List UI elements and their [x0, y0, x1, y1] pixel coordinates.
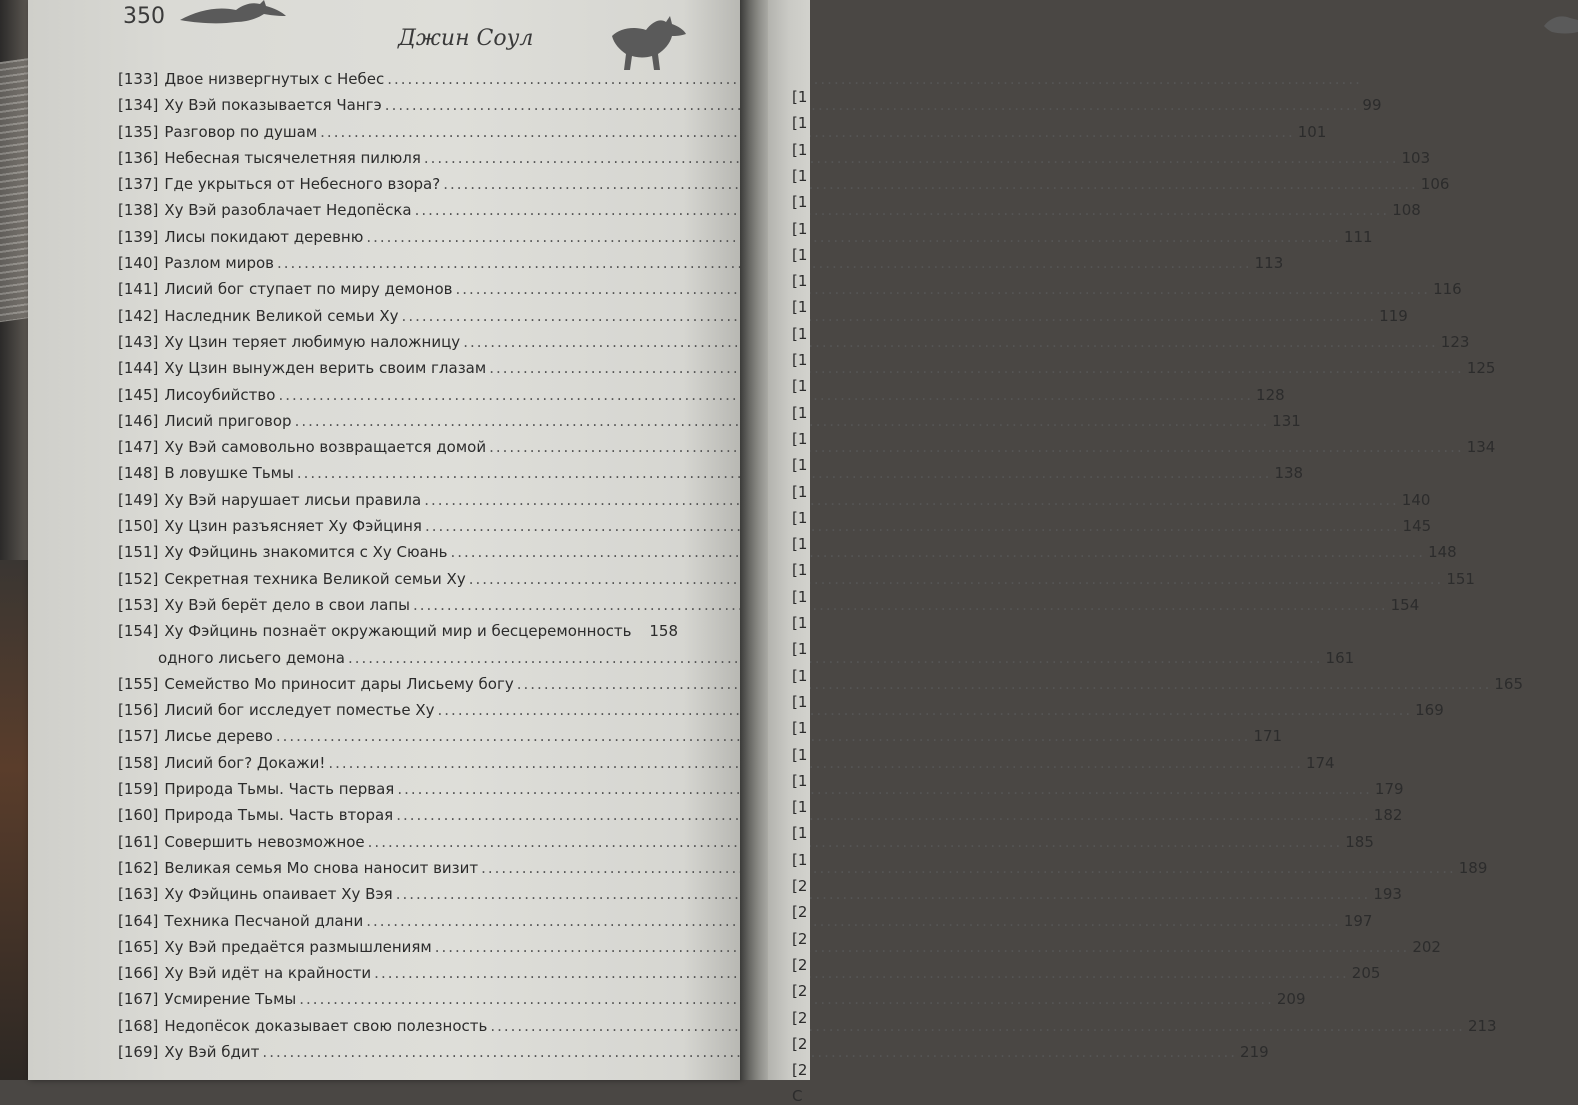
toc-entry-title: Ху Фэйцинь познаёт окружающий мир и бесцеремонность: [164, 622, 632, 641]
toc-entry-title: Лисий приговор: [164, 411, 292, 430]
toc-entry-number: [142]: [118, 306, 159, 325]
toc-leader-dots: [396, 802, 1371, 828]
toc-entry-title: Ху Цзин вынужден верить своим глазам: [164, 359, 487, 378]
toc-entry-number: [156]: [118, 701, 159, 720]
toc-entry-page: 151: [1446, 569, 1475, 588]
toc-entry: [118, 829, 1374, 855]
next-page-fragment: [1: [792, 798, 808, 817]
toc-entry-title: Ху Вэй показывается Чангэ: [164, 96, 382, 115]
toc-entry-title: Природа Тьмы. Часть вторая: [164, 806, 394, 825]
toc-entry-title: Ху Вэй бдит: [164, 1042, 260, 1061]
toc-entry-title: Небесная тысячелетняя пилюля: [164, 148, 421, 167]
toc-entry-page: 169: [1415, 701, 1444, 720]
next-page-fragment: [1: [792, 166, 808, 185]
toc-entry: [118, 513, 1432, 539]
toc-entry-number: [139]: [118, 227, 159, 246]
toc-entry-number: [168]: [118, 1016, 159, 1035]
toc-entry: [118, 908, 1373, 934]
toc-entry: [118, 224, 1373, 250]
toc-entry-number: [163]: [118, 885, 159, 904]
toc-entry: [118, 618, 678, 644]
toc-entry: [118, 986, 1306, 1012]
next-page-fragment: [2: [792, 1034, 808, 1053]
next-page-fragment: [1: [792, 482, 808, 501]
toc-entry: [118, 566, 1475, 592]
toc-entry: [118, 592, 1420, 618]
next-page-fragment: [1: [792, 771, 808, 790]
toc-entry: [118, 145, 1431, 171]
toc-entry-number: [134]: [118, 96, 159, 115]
table-of-contents: [118, 66, 1523, 1065]
fox-ornament-icon: [178, 0, 288, 26]
toc-entry-number: [141]: [118, 280, 159, 299]
toc-entry-page: 193: [1373, 885, 1402, 904]
toc-entry: [118, 92, 1382, 118]
toc-entry-number: [144]: [118, 359, 159, 378]
toc-entry-page: 202: [1412, 937, 1441, 956]
toc-leader-dots: [385, 92, 1360, 118]
toc-leader-dots: [455, 276, 1430, 302]
toc-entry-page: 213: [1467, 1016, 1497, 1035]
toc-leader-dots: [438, 697, 1413, 723]
toc-entry-title: Ху Вэй предаётся размышлениям: [164, 937, 432, 956]
toc-entry-title: Техника Песчаной длани: [164, 911, 364, 930]
next-page-fragment: [1: [792, 850, 808, 869]
toc-entry-page: 145: [1402, 517, 1432, 536]
toc-leader-dots: [463, 329, 1438, 355]
toc-entry-title: Разлом миров: [164, 254, 275, 273]
toc-entry-number: [162]: [118, 858, 159, 877]
toc-entry-title: Ху Фэйцинь опаивает Ху Вэя: [164, 885, 393, 904]
toc-entry: [118, 434, 1496, 460]
toc-entry-number: [151]: [118, 543, 159, 562]
toc-entry-title: Ху Цзин теряет любимую наложницу: [164, 332, 461, 351]
next-page-fragment: [2: [792, 982, 808, 1001]
toc-leader-dots: [374, 960, 1349, 986]
toc-entry-title: Ху Вэй самовольно возвращается домой: [164, 438, 487, 457]
toc-entry: [118, 1039, 1269, 1065]
next-page-fragment: [2: [792, 955, 808, 974]
toc-leader-dots: [348, 645, 1323, 671]
next-page-fragment: [1: [792, 114, 808, 133]
toc-entry-page: 113: [1254, 254, 1284, 273]
toc-entry: [118, 934, 1441, 960]
toc-leader-dots: [368, 829, 1343, 855]
next-page-fragment: [2: [792, 1008, 808, 1027]
toc-entry: [118, 303, 1408, 329]
toc-entry: [118, 723, 1283, 749]
next-page-fragment: [2: [792, 1061, 808, 1080]
toc-entry-title: Лисье дерево: [164, 727, 273, 746]
toc-entry-title: Лисы покидают деревню: [164, 227, 364, 246]
toc-entry-number: [133]: [118, 70, 159, 88]
toc-entry-number: [146]: [118, 411, 159, 430]
background-left-page-edge: [0, 58, 30, 322]
toc-entry: [118, 802, 1403, 828]
next-page-fragment: [1: [792, 456, 808, 475]
toc-entry-page: 140: [1401, 490, 1431, 509]
toc-entry: [118, 776, 1404, 802]
toc-entry-number: [150]: [118, 517, 159, 536]
toc-entry-page: 116: [1433, 280, 1462, 299]
book-page: [28, 0, 1523, 1080]
toc-entry: [118, 276, 1462, 302]
toc-entry-number: [153]: [118, 595, 159, 614]
toc-entry: [118, 855, 1488, 881]
toc-entry-title: Наследник Великой семьи Ху: [164, 306, 399, 325]
toc-entry-page: 119: [1379, 306, 1408, 325]
toc-entry-number: [152]: [118, 569, 159, 588]
next-page-fragment: [2: [792, 929, 808, 948]
toc-entry: [118, 66, 678, 92]
next-page-fragment: [2: [792, 903, 808, 922]
toc-entry-page: 99: [1362, 96, 1382, 115]
next-page-fragment: [1: [792, 587, 808, 606]
toc-entry-title: Ху Цзин разъясняет Ху Фэйциня: [164, 517, 422, 536]
next-page-fragment: [1: [792, 140, 808, 159]
toc-entry: [118, 460, 1304, 486]
toc-entry-title: одного лисьего демона: [158, 648, 345, 667]
toc-entry-page: 165: [1494, 674, 1523, 693]
toc-entry-title: Ху Вэй разоблачает Недопёска: [164, 201, 412, 220]
toc-entry-page: 101: [1297, 122, 1327, 141]
next-page-fragment: [1: [792, 324, 808, 343]
toc-entry-title: Усмирение Тьмы: [164, 990, 297, 1009]
toc-entry-title: Разговор по душам: [164, 122, 318, 141]
toc-entry-page: 171: [1253, 727, 1283, 746]
toc-entry: [118, 1013, 1497, 1039]
toc-entry-page: 174: [1305, 753, 1335, 772]
next-page-fragment: [1: [792, 351, 808, 369]
toc-entry-number: [169]: [118, 1042, 159, 1061]
toc-leader-dots: [489, 434, 1464, 460]
toc-entry: [118, 408, 1301, 434]
toc-entry-title: Ху Вэй нарушает лисьи правила: [164, 490, 422, 509]
toc-entry-title: Недопёсок доказывает свою полезность: [164, 1016, 488, 1035]
toc-entry-title: Природа Тьмы. Часть первая: [164, 780, 395, 799]
running-head: Джин Соул: [398, 26, 534, 51]
toc-entry-number: [157]: [118, 727, 159, 746]
toc-entry-number: [160]: [118, 806, 159, 825]
toc-entry-title: В ловушке Тьмы: [164, 464, 294, 483]
toc-entry-number: [145]: [118, 385, 159, 404]
toc-leader-dots: [489, 355, 1464, 381]
toc-entry-page: 205: [1351, 964, 1381, 983]
toc-leader-dots: [415, 197, 1390, 223]
toc-entry-title: Ху Вэй берёт дело в свои лапы: [164, 595, 410, 614]
toc-entry-page: 123: [1440, 332, 1470, 351]
next-page-fragment: [1: [792, 219, 808, 238]
toc-leader-dots: [366, 908, 1341, 934]
toc-entry-number: [159]: [118, 780, 159, 799]
toc-entry-title: Лисий бог исследует поместье Ху: [164, 701, 435, 720]
toc-entry: [118, 539, 1457, 565]
next-page-fragment: [1: [792, 561, 808, 580]
next-page-fragment: [1: [792, 745, 808, 764]
toc-entry-page: 197: [1343, 911, 1373, 930]
next-page-fragment: [1: [792, 429, 808, 448]
toc-leader-dots: [424, 145, 1399, 171]
next-page-fragment: [1: [792, 666, 808, 685]
toc-entry-title: Ху Вэй идёт на крайности: [164, 964, 372, 983]
toc-entry-number: [167]: [118, 990, 159, 1009]
next-page-fragment: С: [792, 1087, 803, 1105]
toc-entry-number: [161]: [118, 832, 159, 851]
toc-entry-page: 219: [1240, 1042, 1269, 1061]
toc-leader-dots: [517, 671, 1492, 697]
toc-entry-number: [166]: [118, 964, 159, 983]
toc-entry-page: 131: [1272, 411, 1301, 430]
toc-entry-title: Где укрыться от Небесного взора?: [164, 175, 441, 194]
toc-entry-page: 134: [1466, 438, 1496, 457]
toc-entry-page: 125: [1466, 359, 1496, 378]
next-page-fragment: [1: [792, 614, 808, 632]
toc-leader-dots: [425, 513, 1400, 539]
toc-entry: [118, 960, 1381, 986]
toc-entry-number: [143]: [118, 332, 159, 351]
next-page-fragment: [1: [792, 245, 808, 264]
toc-entry-title: Семейство Мо приносит дары Лисьему богу: [164, 674, 514, 693]
next-page-fragment: [2: [792, 877, 808, 895]
toc-entry-number: [154]: [118, 622, 159, 641]
toc-leader-dots: [490, 1013, 1465, 1039]
toc-entry: [118, 119, 1327, 145]
toc-entry-page: 158: [649, 622, 678, 641]
toc-entry: [118, 329, 1470, 355]
toc-entry: [118, 171, 1450, 197]
toc-entry: [118, 750, 1335, 776]
toc-leader-dots: [450, 539, 1425, 565]
toc-entry: [118, 671, 1523, 697]
toc-entry-number: [135]: [118, 122, 159, 141]
toc-entry-page: 189: [1458, 858, 1488, 877]
toc-entry-page: 128: [1256, 385, 1285, 404]
next-page-fragment: [1: [792, 193, 808, 212]
toc-entry-number: [149]: [118, 490, 159, 509]
toc-leader-dots: [424, 487, 1399, 513]
toc-entry-page: 209: [1276, 990, 1306, 1009]
next-page-fragment: [1: [792, 298, 808, 317]
toc-entry-number: [136]: [118, 148, 159, 167]
toc-entry-number: [137]: [118, 175, 159, 194]
toc-leader-dots: [443, 171, 1418, 197]
next-page-fragment: [1: [792, 719, 808, 738]
toc-entry: [118, 197, 1421, 223]
toc-leader-dots: [397, 776, 1372, 802]
toc-entry-page: 154: [1390, 595, 1420, 614]
toc-entry-page: 138: [1274, 464, 1304, 483]
next-page-fragment: [1: [792, 508, 808, 527]
toc-entry-number: [155]: [118, 674, 159, 693]
next-page-fragment: [1: [792, 535, 808, 554]
next-page-fragment: [1: [792, 824, 808, 843]
toc-entry-page: 103: [1401, 148, 1431, 167]
toc-entry-title: Лисоубийство: [164, 385, 276, 404]
book-gutter: [740, 0, 768, 1080]
fox-ornament-icon: [608, 14, 688, 72]
toc-leader-dots: [396, 881, 1371, 907]
toc-entry-page: 108: [1392, 201, 1421, 220]
toc-entry-title: Лисий бог? Докажи!: [164, 753, 326, 772]
toc-entry: [118, 645, 1355, 671]
toc-entry-number: [138]: [118, 201, 159, 220]
toc-entry-number: [158]: [118, 753, 159, 772]
toc-entry: [118, 881, 1402, 907]
toc-entry: [118, 487, 1431, 513]
toc-entry-page: 111: [1343, 227, 1373, 246]
toc-entry-number: [148]: [118, 464, 159, 483]
toc-entry-number: [164]: [118, 911, 159, 930]
next-page-fragment: [1: [792, 640, 808, 659]
toc-entry-page: 161: [1325, 648, 1355, 667]
toc-leader-dots: [402, 303, 1377, 329]
toc-entry-title: Лисий бог ступает по миру демонов: [164, 280, 453, 299]
toc-entry-title: Великая семья Мо снова наносит визит: [164, 858, 479, 877]
next-page-fragment: [1: [792, 692, 808, 711]
toc-entry-title: Двое низвергнутых с Небес: [164, 70, 385, 88]
toc-entry-title: Ху Фэйцинь знакомится с Ху Сюань: [164, 543, 448, 562]
page-number: 350: [123, 4, 165, 29]
background-left-bottom: [0, 560, 30, 1080]
toc-leader-dots: [481, 855, 1456, 881]
toc-entry-title: Совершить невозможное: [164, 832, 365, 851]
toc-entry-page: 106: [1420, 175, 1450, 194]
next-page-fragment: [1: [792, 377, 808, 396]
toc-entry-number: [140]: [118, 254, 159, 273]
toc-entry-page: 148: [1428, 543, 1457, 562]
toc-entry: [118, 250, 1284, 276]
toc-entry-page: 182: [1373, 806, 1403, 825]
next-page-fragment: [1: [792, 403, 808, 422]
fox-ornament-icon: [1536, 4, 1578, 40]
next-page-fragment: [1: [792, 88, 808, 106]
toc-entry-number: [147]: [118, 438, 159, 457]
toc-leader-dots: [469, 566, 1444, 592]
toc-leader-dots: [435, 934, 1410, 960]
toc-entry-title: Секретная техника Великой семьи Ху: [164, 569, 466, 588]
toc-entry: [118, 382, 1285, 408]
toc-leader-dots: [366, 224, 1341, 250]
toc-entry-number: [165]: [118, 937, 159, 956]
toc-leader-dots: [387, 66, 1362, 92]
toc-entry: [118, 697, 1444, 723]
next-page-fragment: [1: [792, 272, 808, 291]
toc-entry-page: 179: [1374, 780, 1404, 799]
toc-leader-dots: [328, 750, 1303, 776]
toc-entry: [118, 355, 1496, 381]
toc-leader-dots: [413, 592, 1388, 618]
toc-entry-page: 185: [1345, 832, 1374, 851]
